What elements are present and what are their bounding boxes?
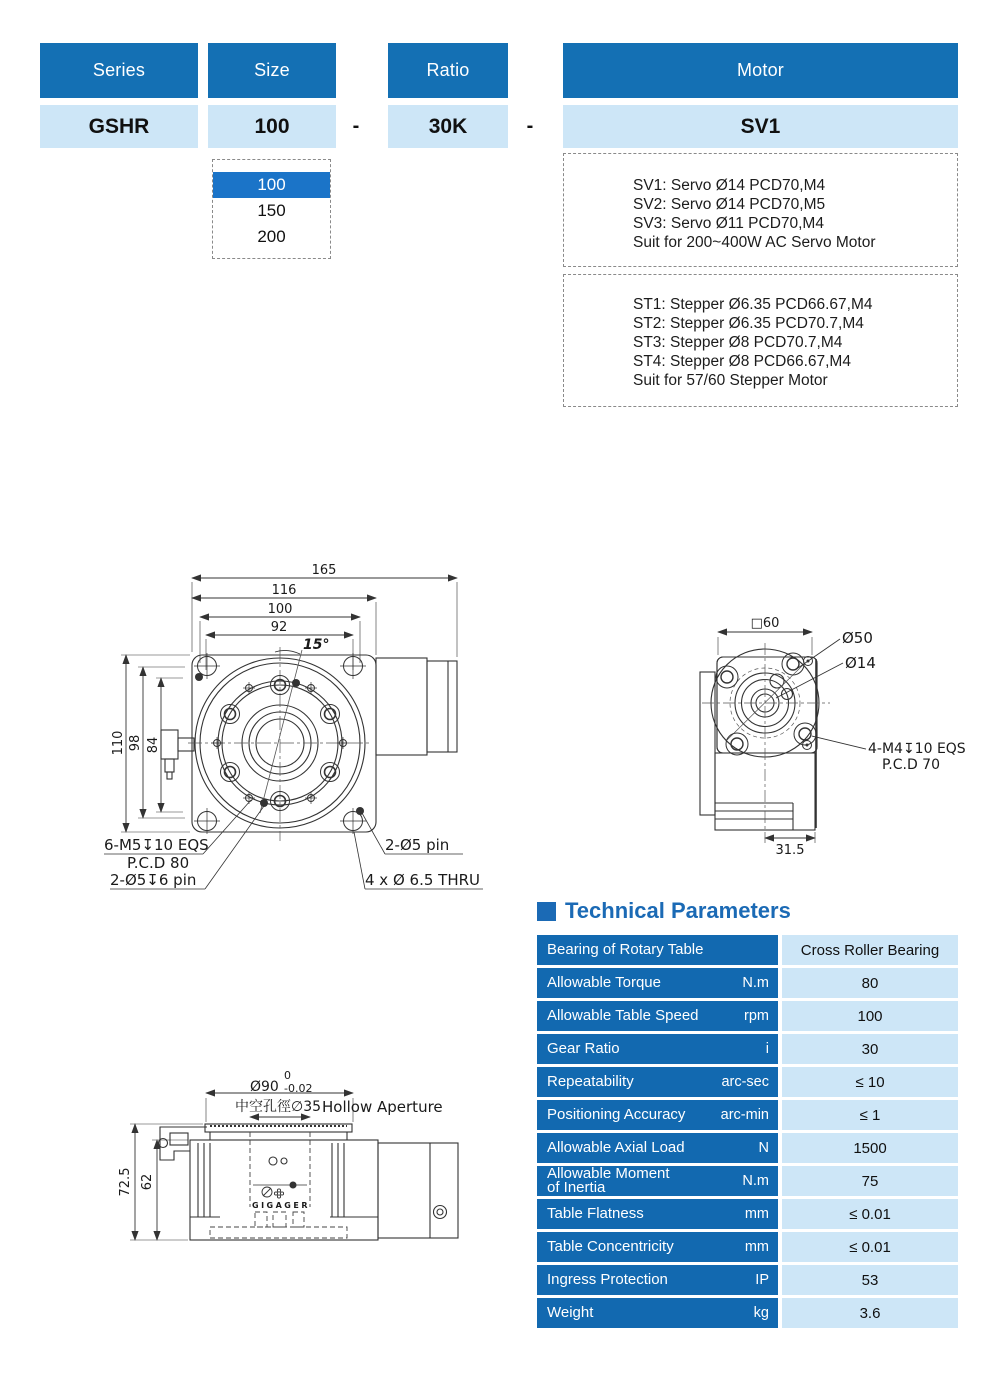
param-label: Table Concentricity <box>547 1238 674 1255</box>
size-value[interactable]: 100 <box>208 105 336 148</box>
table-row <box>537 1133 958 1163</box>
stepper-option-st1[interactable]: ST1: Stepper Ø6.35 PCD66.67,M4 <box>633 296 873 313</box>
servo-motor-options <box>563 153 958 267</box>
param-unit: i <box>765 1041 769 1057</box>
param-label: Weight <box>547 1304 594 1321</box>
motor-header: Motor <box>563 43 958 98</box>
table-row <box>537 1298 958 1328</box>
separator-dash-2: - <box>526 115 534 137</box>
ratio-header: Ratio <box>388 43 508 98</box>
label-4-m4-eqs: 4-M4↧10 EQS <box>868 741 966 757</box>
flange-view-drawing <box>690 595 970 870</box>
dim-o90-tol-upper: 0 <box>284 1069 291 1082</box>
param-value: Cross Roller Bearing <box>782 935 958 965</box>
dim-o90: Ø90 <box>250 1079 279 1095</box>
ratio-value[interactable]: 30K <box>388 105 508 148</box>
stepper-option-st4[interactable]: ST4: Stepper Ø8 PCD66.67,M4 <box>633 353 851 370</box>
table-row <box>537 1166 958 1196</box>
param-label: Allowable Table Speed <box>547 1007 699 1024</box>
param-unit: mm <box>744 1206 769 1222</box>
param-unit: arc-min <box>720 1107 769 1123</box>
param-value: 80 <box>782 968 958 998</box>
param-unit: mm <box>744 1239 769 1255</box>
param-label: Gear Ratio <box>547 1040 620 1057</box>
param-unit: kg <box>753 1305 769 1321</box>
dim-31-5: 31.5 <box>775 843 805 858</box>
dim-angle-15: 15° <box>303 637 330 653</box>
table-row <box>537 1067 958 1097</box>
servo-suit-note: Suit for 200~400W AC Servo Motor <box>633 234 876 251</box>
param-value: ≤ 0.01 <box>782 1199 958 1229</box>
side-view-drawing <box>110 1055 510 1305</box>
param-unit: rpm <box>744 1008 769 1024</box>
size-option-200[interactable]: 200 <box>257 227 286 246</box>
front-view-drawing <box>55 555 515 895</box>
motor-value[interactable]: SV1 <box>563 105 958 148</box>
stepper-option-st3[interactable]: ST3: Stepper Ø8 PCD70.7,M4 <box>633 334 843 351</box>
tech-params-title: Technical Parameters <box>565 898 791 923</box>
dim-72-5: 72.5 <box>118 1167 133 1197</box>
param-label: Allowable Moment of Inertia <box>547 1165 670 1196</box>
dim-92: 92 <box>270 620 288 635</box>
stepper-option-st2[interactable]: ST2: Stepper Ø6.35 PCD70.7,M4 <box>633 315 864 332</box>
servo-option-sv2[interactable]: SV2: Servo Ø14 PCD70,M5 <box>633 196 826 213</box>
dim-98: 98 <box>128 734 143 752</box>
label-2-o5-pin: 2-Ø5 pin <box>385 836 450 854</box>
label-pcd-80: P.C.D 80 <box>127 854 190 872</box>
table-row <box>537 1265 958 1295</box>
size-option-150[interactable]: 150 <box>257 201 286 220</box>
param-value: 1500 <box>782 1133 958 1163</box>
table-row <box>537 1232 958 1262</box>
table-row <box>537 1199 958 1229</box>
param-unit: N <box>758 1140 769 1156</box>
label-hollow-aperture-cn: 中空孔徑∅35 <box>235 1099 322 1115</box>
param-label: Table Flatness <box>547 1205 644 1222</box>
param-label: Repeatability <box>547 1073 634 1090</box>
param-value: 30 <box>782 1034 958 1064</box>
param-value: ≤ 10 <box>782 1067 958 1097</box>
servo-option-sv1[interactable]: SV1: Servo Ø14 PCD70,M4 <box>633 177 826 194</box>
dim-o14: Ø14 <box>845 654 876 672</box>
param-value: ≤ 0.01 <box>782 1232 958 1262</box>
dim-84: 84 <box>146 736 161 754</box>
tech-params-table <box>537 935 958 1331</box>
servo-option-sv3[interactable]: SV3: Servo Ø11 PCD70,M4 <box>633 215 824 232</box>
stepper-suit-note: Suit for 57/60 Stepper Motor <box>633 372 828 389</box>
param-unit: N.m <box>742 975 769 991</box>
label-4-o65-thru: 4 x Ø 6.5 THRU <box>365 871 480 889</box>
separator-dash-1: - <box>352 115 360 137</box>
label-2-o5-6-pin: 2-Ø5↧6 pin <box>110 871 197 889</box>
dim-110: 110 <box>111 730 126 756</box>
param-value: 100 <box>782 1001 958 1031</box>
table-row <box>537 968 958 998</box>
size-option-100[interactable]: 100 <box>213 172 330 198</box>
param-value: 3.6 <box>782 1298 958 1328</box>
dim-165: 165 <box>311 563 337 578</box>
logo-gigager: GIGAGER <box>252 1201 310 1210</box>
param-value: 53 <box>782 1265 958 1295</box>
param-unit: arc-sec <box>721 1074 769 1090</box>
param-label: Allowable Torque <box>547 974 661 991</box>
table-row <box>537 1034 958 1064</box>
section-title-square-icon <box>537 902 556 921</box>
size-header: Size <box>208 43 336 98</box>
param-label: Allowable Axial Load <box>547 1139 685 1156</box>
param-value: ≤ 1 <box>782 1100 958 1130</box>
series-value: GSHR <box>40 105 198 148</box>
param-label: Bearing of Rotary Table <box>547 941 704 958</box>
dim-100: 100 <box>267 602 293 617</box>
dim-o90-tol-lower: -0.02 <box>284 1082 313 1095</box>
table-row <box>537 1001 958 1031</box>
label-6-m5-eqs: 6-M5↧10 EQS <box>104 836 209 854</box>
dim-116: 116 <box>271 583 297 598</box>
param-unit: N.m <box>742 1173 769 1189</box>
table-row <box>537 935 958 965</box>
stepper-motor-options <box>563 274 958 407</box>
dim-square-60: □60 <box>750 616 780 631</box>
label-hollow-aperture-en: Hollow Aperture <box>322 1098 443 1116</box>
label-pcd-70: P.C.D 70 <box>882 757 940 773</box>
series-header: Series <box>40 43 198 98</box>
param-value: 75 <box>782 1166 958 1196</box>
table-row <box>537 1100 958 1130</box>
param-unit: IP <box>755 1272 769 1288</box>
dim-o50: Ø50 <box>842 629 873 647</box>
size-option-list <box>212 159 331 259</box>
param-label: Positioning Accuracy <box>547 1106 686 1123</box>
dim-62: 62 <box>140 1173 155 1191</box>
param-label: Ingress Protection <box>547 1271 668 1288</box>
